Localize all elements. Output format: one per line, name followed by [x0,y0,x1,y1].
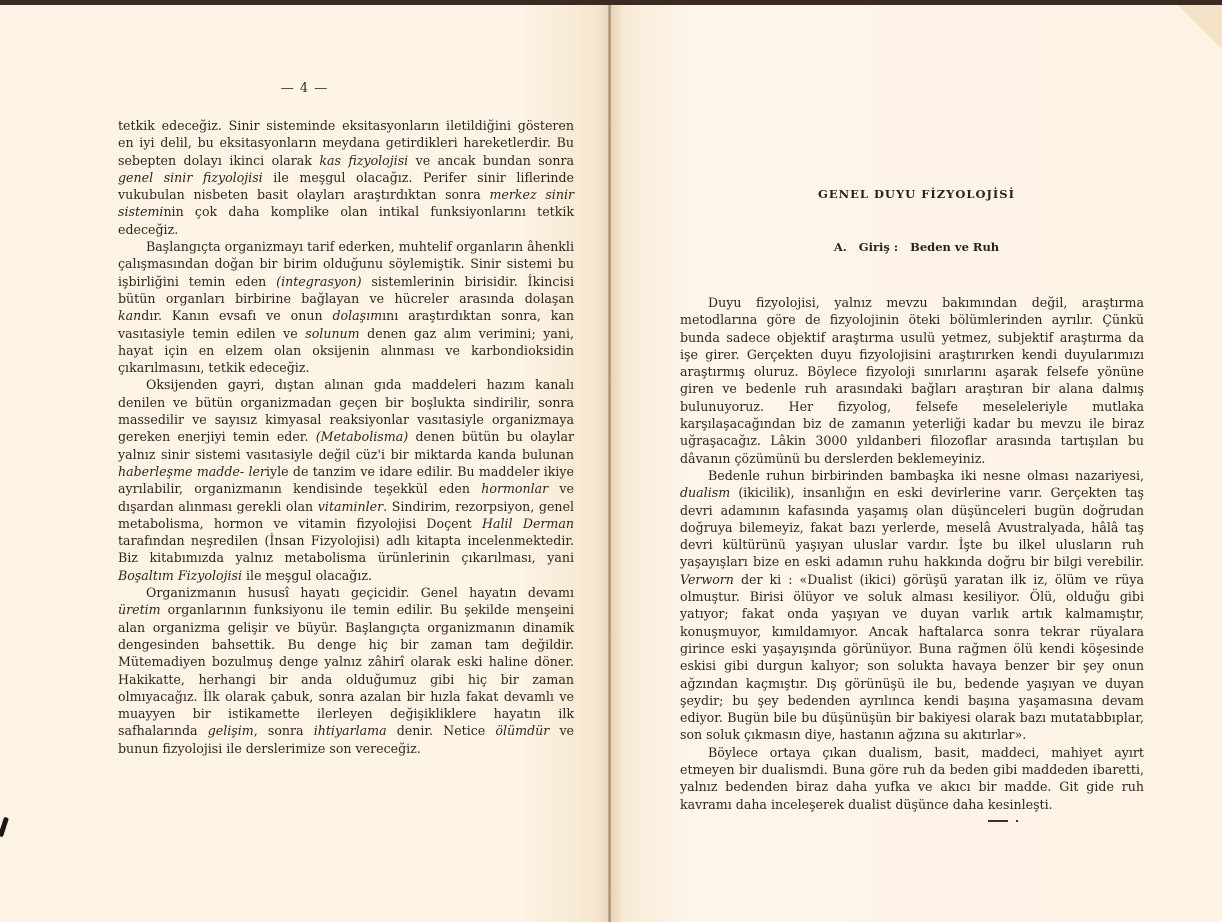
italic-term: ölümdür [495,723,550,739]
italic-term: üretim [118,602,161,618]
section-title: Beden ve Ruh [910,240,1000,254]
right-page [611,5,1222,922]
end-ornament [988,820,1008,822]
paragraph [680,467,1144,744]
text-run: Başlangıçta organizmayı tarif ederken, muhtelif organların âhenkli çalışmasından doğan bir birim olduğunu söylemiştik. Sinir sistemi bu işbirliğini temin eden [118,239,574,289]
text-run: Bedenle ruhun birbirinden bambaşka iki nesne olması nazariyesi, [708,467,1144,483]
paragraph [118,376,574,584]
italic-term: Boşaltım Fizyolojisi [118,567,243,583]
text-run: tarafından neşredilen (İnsan Fizyolojisi) adlı kitapta incelenmektedir. Biz kitabımızda yalnız metabolisma ürünlerinin çıkarılması, yani [118,533,574,566]
italic-term: ler [248,463,266,479]
italic-term: Halil Derman [482,515,574,531]
italic-term: merkez sinir sistemi [118,187,574,220]
text-run: iyle de tanzim ve idare edilir. Bu maddeler ikiye ayrılabilir, organizmanın kendisinde teşekkül eden [118,463,574,497]
italic-term: hormonlar [481,481,549,497]
left-page-body [118,117,574,757]
text-run: ile meşgul olacağız. Perifer sinir liflerinde vukubulan nisbeten basit olayları araştırdıktan sonra [118,169,574,203]
text-run: , sonra [253,723,314,739]
italic-term: haberleşme madde- [118,463,245,479]
italic-term: Verworn [680,571,734,587]
section-number: A. [833,240,847,254]
text-run: (ikicilik), insanlığın en eski devirlerine varır. Gerçekten taş devri adamının kafasında yaşamış olan düşünceleri bugün doğrudan doğruya bilemeyiz, fakat bazı yerlerde, meselâ Avustralyada, hâlâ taş devri kültürünü yaşıyan uluslar vardır. İşte bu ilkel ulusların ruh yaşayışları bize en eski adamın ruhu hakkında doğru bir bilgi verebilir. [680,485,1144,570]
page-corner-fold [1162,5,1222,55]
text-run: ve ancak bundan sonra [408,152,574,168]
text-run: ve dışardan alınması gerekli olan [118,481,575,514]
pen-mark [0,817,9,838]
text-run: der ki : «Dualist (ikici) görüşü yaratan ilk iz, ölüm ve rüya olmuştur. Birisi ölüyor ve soluk alması kesiliyor. Ölü, olduğu gibi yatıyor; fakat onda yaşıyan ve duyan varlık artık kalmamıştır, konuşmuyor, kımıldamıyor. Ancak haftalarca sonra tekrar rüyalara girince eski yaşayışında görünüyor. Buna rağmen ölü kendi köşesinde eskisi gibi durgun kalıyor; son solukta havaya benzer bir şey onun ağzından kaçmıştır. Dış görünüşü ile bu, bedende yaşıyan ve duyan şeydir; bu şey bedenden ayrılınca kendi başına yaşamasına devam ediyor. Bugün bile bu düşünüşün bir bakiyesi olarak bazı mutatabbıplar, son soluk çıkmasın diye, hastanın ağzına su akıtırlar». [680,571,1144,743]
paragraph [680,744,1144,813]
paragraph [680,294,1144,467]
chapter-title: GENEL DUYU FİZYOLOJİSİ [818,187,1015,201]
italic-term: dualism [680,485,731,501]
text-run: Oksijenden gayri, dıştan alınan gıda maddeleri hazım kanalı denilen ve bütün organizmadan geçen bir boşlukta sindirilir, sonra massedilir ve sayısız kimyasal reaksiyonlar vasıtasiyle organizmaya gereken enerjiyi temin eder. [118,377,574,445]
text-run: . Sindirim, rezorpsiyon, genel metabolisma, hormon ve vitamin fizyolojisi Doçent [118,498,575,531]
text-run: denen bütün bu olaylar yalnız sinir sistemi vasıtasiyle değil cüz'i bir miktarda kanda bulunan [118,429,574,462]
text-run: sistemlerinin birisidir. İkincisi bütün organları birbirine bağlayan ve hücreler arasında dolaşan [118,273,574,306]
text-run: nin çok daha komplike olan intikal funksiyonlarını tetkik edeceğiz. [118,204,574,237]
text-run: dır. Kanın evsafı ve onun [141,308,333,324]
page-number: — 4 — [280,81,329,96]
italic-term: solunum [305,325,360,341]
left-page [0,5,609,922]
end-ornament-dot [1016,820,1018,822]
text-run: organlarının funksiyonu ile temin edilir. Bu şekilde menşeini alan organizma gelişir ve büyür. Başlangıçta organizmanın dinamik dengesinden bahsettik. Bu denge hiç bir zaman tam değildir. Mütemadiyen bozulmuş denge yalnız zâhirî olarak eski haline döner. Hakikatte, herhangi bir anda olduğumuz gibi hiç bir zaman olmıyacağız. İlk olarak çabuk, sonra azalan bir hızla fakat devamlı ve muayyen bir istikamette ilerleyen değişikliklere hayatın ilk safhalarında [118,602,574,739]
text-run: Duyu fizyolojisi, yalnız mevzu bakımından değil, araştırma metodlarına göre de fizyolojinin öteki bölümlerinden ayrılır. Çünkü bunda sadece objektif araştırma usulü yetmez, subjektif araştırma da işe girer. Gerçekten duyu fizyolojisini araştırırken kendi duyularımızı araştırmış oluruz. Böylece fizyoloji sınırlarını aşarak felsefe yönüne giren ve bedenle ruh arasındaki bağları araştıran bir alana dalmış bulunuyoruz. Her fizyolog, felsefe meseleleriyle mutlaka karşılaşacağından biz de zamanın yeterliği kadar bu mevzu ile biraz uğraşacağız. Lâkin 3000 yıldanberi filozoflar arasında tartışılan bu dâvanın çözümünü bu derslerden beklemeyiniz. [680,295,1144,466]
text-run: ını araştırdıktan sonra, kan vasıtasiyle temin edilen ve [118,308,575,341]
italic-term: kan [118,308,142,324]
text-run: tetkik edeceğiz. Sinir sisteminde eksitasyonların iletildiğini gösteren en iyi delil, bu eksitasyonların meydana getirdikleri hareketlerdir. Bu sebepten dolayı ikinci olarak [118,118,574,168]
italic-term: gelişim [207,723,254,739]
paragraph [118,117,574,238]
paragraph [118,238,574,376]
paragraph [118,584,574,757]
text-run: denir. Netice [386,723,496,739]
italic-term: vitaminler [317,498,384,514]
section-label: Giriş : [858,240,899,254]
italic-term: ihtiyarlama [313,723,387,739]
italic-term: (integrasyon) [276,273,362,289]
text-run: Organizmanın hususî hayatı geçicidir. Genel hayatın devamı [146,585,574,601]
text-run: ve bunun fizyolojisi ile derslerimize son vereceğiz. [118,723,575,756]
italic-term: kas fizyolojisi [319,152,409,168]
text-run: denen gaz alım verimini; yani, hayat için en elzem olan oksijenin alınması ve karbondioksidin çıkarılmasını, tetkik edeceğiz. [118,325,574,376]
right-page-body [680,294,1144,813]
italic-term: genel sinir fizyolojisi [118,169,263,185]
section-heading [611,240,1222,254]
italic-term: dolaşım [332,308,383,324]
italic-term: (Metabolisma) [315,429,409,445]
text-run: ile meşgul olacağız. [242,567,372,583]
text-run: Böylece ortaya çıkan dualism, basit, maddeci, mahiyet ayırt etmeyen bir dualismdi. Buna göre ruh da beden gibi maddeden ibaretti, yalnız bedenden biraz daha yufka ve akıcı bir madde. Git gide ruh kavramı daha inceleşerek dualist düşünce daha kesinleşti. [680,744,1144,812]
